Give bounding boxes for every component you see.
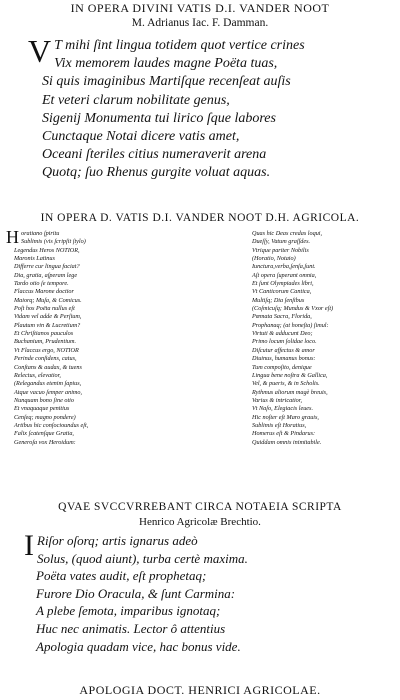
poem-line: Riſor oſorq; artis ignarus adeò	[37, 533, 198, 548]
verse-line: Prophanaq; (at honeſta) ſimul:	[252, 321, 329, 329]
poem-line: Cunctaque Notai dicere vatis amet,	[42, 129, 240, 145]
verse-line: Aſt opera ſuperant omnia,	[252, 271, 317, 279]
poem-line: A plebe ſemota, imparibus ignotaq;	[36, 603, 221, 619]
poem-line: Si quis imaginibus Martiſque recenſeat auſis	[42, 74, 291, 90]
verse-line: Conſtans & audax, & tuens	[14, 363, 82, 371]
verse-line: Lingua bene noſtra & Gallica,	[252, 371, 328, 379]
verse-line: Artibus hic conſocioundus eſt,	[14, 421, 89, 429]
verse-line: Varius & intricatior,	[252, 396, 303, 404]
verse-line: (Coſmicuſq; Mundus & Vxor eſt)	[252, 305, 334, 313]
verse-line: Dueſſy, Vatum graſſdes.	[252, 238, 311, 246]
verse-line: Diuinus, humanus bonus:	[252, 355, 316, 363]
verse-line: (Relegandus etenim ſapius,	[14, 380, 82, 388]
verse-line: Plautum vin & Lucretium?	[14, 321, 81, 329]
verse-line: Vel, & pueris, & in Scholis.	[252, 380, 320, 388]
poem-line: Oceani ſteriles citius numeraverit arena	[42, 147, 267, 163]
verse-line: Poſt hos Poëta nullus eſt	[14, 305, 75, 313]
verse-line: Et vnaquaque penitius	[14, 405, 70, 413]
verse-line: Tum compoſito, denique	[252, 363, 312, 371]
poem-line: Vix memorem laudes magne Poëta tuas,	[54, 56, 278, 72]
poem-line: Apologia quadam vice, hac bonus vide.	[36, 638, 241, 654]
verse-line: Maronis Latinus	[14, 255, 55, 263]
verse-line: Hic noſter eſt Maro grauis,	[252, 413, 319, 421]
section2-heading: IN OPERA D. VATIS D.I. VANDER NOOT D.H. AGRICOLA.	[40, 212, 360, 224]
poem-line: Poëta vates audit, eſt prophetaq;	[36, 568, 207, 584]
verse-line: Tardo otio ſe tempore.	[14, 280, 69, 288]
poem-line: Quotq; ſuo Rhenus gurgite voluat aquas.	[42, 165, 271, 181]
verse-line: Rythmus aliorum magè breuis,	[252, 388, 328, 396]
section1-poem	[28, 33, 398, 183]
verse-line: Falix ſcatenſque Gratia,	[14, 430, 74, 438]
verse-line: Diſcutur affectus & amor	[252, 346, 315, 354]
verse-line: Nunquam bono ſine otio	[14, 396, 74, 404]
verse-line: Relectus, elevatior,	[14, 371, 61, 379]
poem-line: T mihi ſint lingua totidem quot vertice crines	[54, 38, 305, 53]
section3-heading: QVAE SVCCVRREBANT CIRCA NOTAEIA SCRIPTA	[58, 501, 342, 513]
verse-line: Vtrique pariter Nobilis	[252, 246, 309, 254]
section1-heading: IN OPERA DIVINI VATIS D.I. VANDER NOOT	[70, 1, 330, 15]
verse-line: Dia, gratia, aſperam lege	[14, 271, 78, 279]
poem-line: Et veteri clarum nobilitate genus,	[42, 92, 230, 108]
verse-line: Vt Flaccus ergo, NOTIOR	[14, 346, 79, 354]
verse-line: Virtuti & adducunt Deo;	[252, 330, 313, 338]
verse-line: Quiddam omnis inimitabile.	[252, 438, 322, 446]
verse-line: Buchanium, Prudentium.	[14, 338, 77, 346]
section1-byline: M. Adrianus Iac. F. Damman.	[131, 17, 269, 29]
section2-dropcap: H	[6, 227, 19, 247]
poem-line: Sigenij Monumenta tui lirico ſque labores	[42, 110, 276, 126]
section3-byline: Henrico Agricolæ Brechtio.	[139, 516, 261, 528]
verse-line: Generoſa vox Heroidum:	[14, 438, 76, 446]
verse-line: Sublimis eſt Horatius,	[252, 421, 307, 429]
verse-line: Et Chriſtianos pauculos	[14, 330, 74, 338]
verse-line: Quas hic Deas credas loqui,	[252, 230, 323, 237]
verse-line: (Horatio, Notaio)	[252, 255, 296, 263]
verse-line: Differre cur lingua faciat?	[14, 263, 80, 271]
verse-line: Perinde conſidens, catus,	[14, 355, 77, 363]
poem-line: Solus, (quod aiunt), turba certè maxima.	[37, 550, 248, 566]
section2-left-column	[6, 227, 194, 447]
section2-right-column	[252, 230, 398, 447]
verse-line: Vt Canticorum Cantica,	[252, 288, 312, 296]
footer-heading: APOLOGIA DOCT. HENRICI AGRICOLAE.	[79, 683, 321, 697]
verse-line: Multiſq; Dia ſenſibus	[252, 296, 305, 304]
verse-line: Pœmata Sacra, Florida,	[252, 313, 312, 321]
poem-line: Furore Dio Oracula, & ſunt Carmina:	[36, 585, 236, 601]
section1-dropcap: V	[28, 33, 52, 69]
verse-line: oratiano ſpiritu	[21, 230, 60, 237]
verse-line: Primo locum ſolidae loco.	[252, 338, 317, 346]
verse-line: Et ſunt Olympiades libri,	[252, 280, 314, 288]
section3-poem	[24, 529, 396, 655]
verse-line: Iunctura,verba,ſenſa,ſunt.	[252, 263, 316, 271]
verse-line: Vidam vel adde & Perſium,	[14, 313, 82, 321]
section3-dropcap: I	[24, 529, 34, 562]
verse-line: Legendus Heros NOTIOR,	[14, 246, 80, 254]
verse-line: Homerus eſt & Pindarus:	[252, 430, 316, 438]
verse-line: Maiorq; Muſa, & Comicus.	[14, 296, 82, 304]
verse-line: Flaccus Marone doctior	[14, 288, 74, 296]
verse-line: Sublimis (vis ſcripſit ſtylo)	[21, 238, 86, 246]
verse-line: Atque vacuo ſemper animo,	[14, 388, 83, 396]
verse-line: Cenſeq; magno pondere)	[14, 413, 76, 421]
verse-line: Vt Naſo, Elegiacis leues.	[252, 405, 314, 413]
poem-line: Huc nec animatis. Lector ô attentius	[36, 620, 226, 636]
